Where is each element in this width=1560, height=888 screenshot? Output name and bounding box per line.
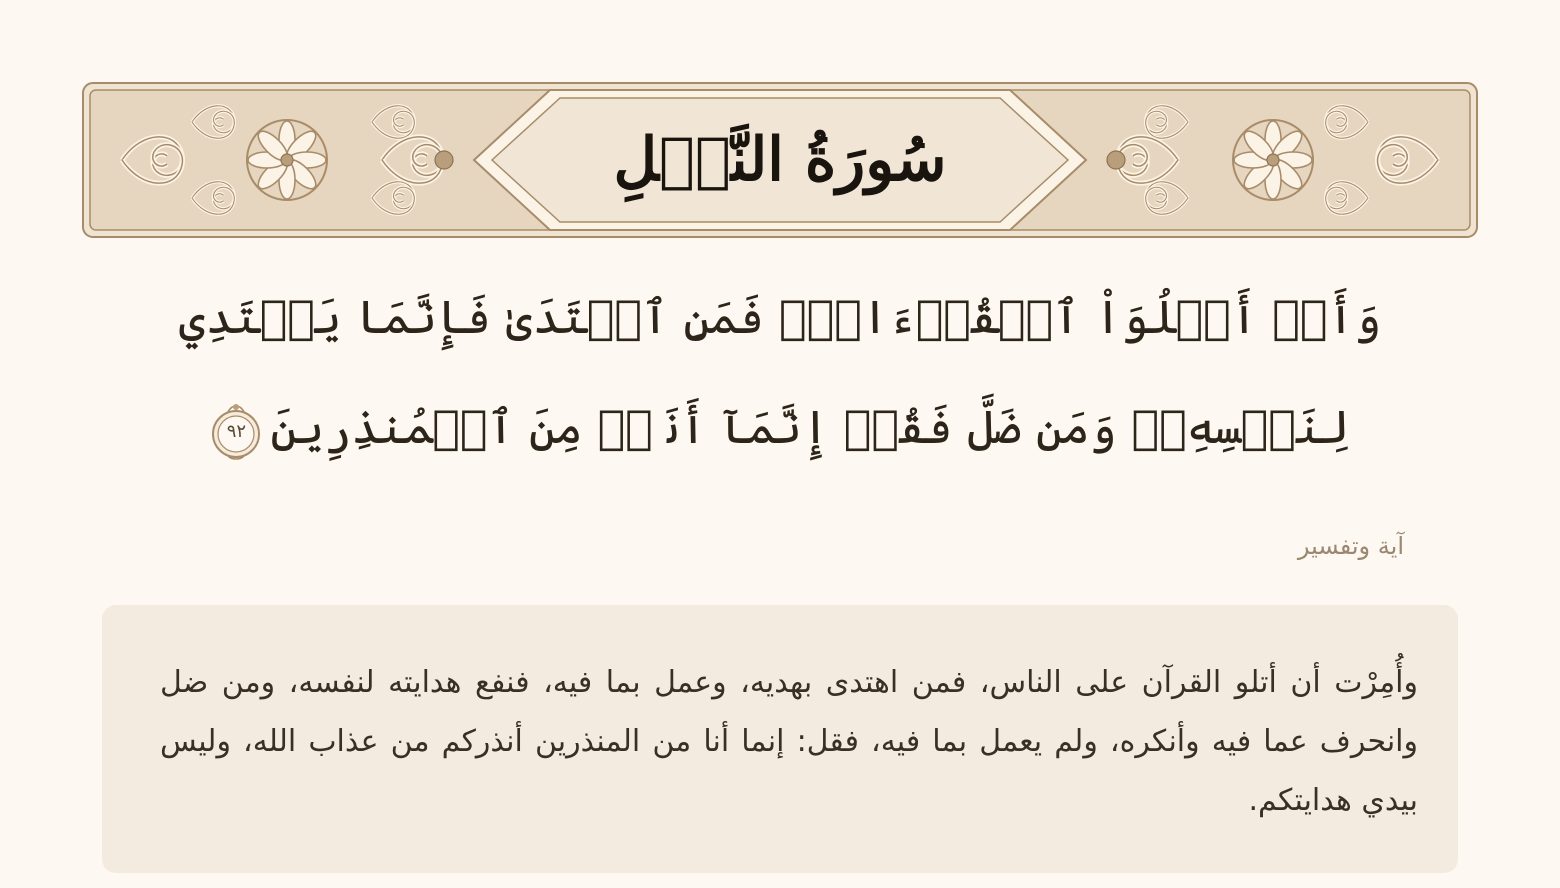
surah-header-banner [82, 82, 1478, 238]
tafsir-text: وأُمِرْت أن أتلو القرآن على الناس، فمن اهتدى بهديه، وعمل بما فيه، فنفع هدايته لنفسه، ومن ضل وانحرف عما فيه وأنكره، ولم يعمل بما فيه، فقل: إنما أنا من المنذرين أنذركم من عذاب الله، وليس بيدي هدايتكم. [160, 665, 1418, 818]
ayah-number: ٩٢ [226, 421, 247, 442]
ayah-text [110, 262, 1450, 482]
ayah-number-rosette-icon [210, 402, 262, 460]
surah-title: سُورَةُ النَّمۡلِ [613, 125, 947, 195]
ayah-verse: وَأَنۡ أَتۡلُوَاْ ٱلۡقُرۡءَانَۖ فَمَنِ ٱهۡتَدَىٰ فَإِنَّمَا يَهۡتَدِي لِنَفۡسِهِۦۖ وَمَن ضَلَّ فَقُلۡ إِنَّمَآ أَنَا۠ مِنَ ٱلۡمُنذِرِينَ [178, 290, 1382, 454]
tafsir-card [102, 605, 1458, 873]
tafsir-section-label: آية وتفسير [1297, 532, 1404, 560]
